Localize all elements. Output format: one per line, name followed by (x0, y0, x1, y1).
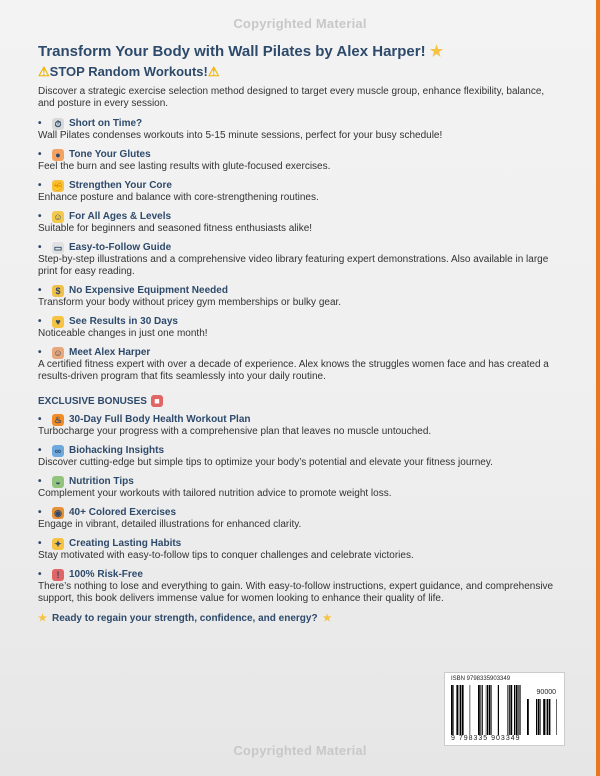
feature-description: Feel the burn and see lasting results with glute-focused exercises. (38, 161, 331, 172)
barcode-number: 9 798335 903349 (451, 735, 521, 742)
barcode-bar (507, 685, 508, 735)
barcode-bar (518, 685, 519, 735)
price-barcode-bars (527, 699, 557, 735)
warning-icon: ⚠ (207, 64, 220, 79)
bonus-item (38, 537, 560, 562)
barcode-bar (478, 685, 480, 735)
warning-icon: ⚠ (38, 64, 50, 79)
barcode-bar (480, 685, 481, 735)
feature-heading: • ☺ Meet Alex Harper (38, 347, 151, 358)
bullet-icon: • (38, 149, 42, 160)
barcode-bar (519, 685, 520, 735)
feature-item (38, 210, 560, 235)
bonus-heading: • ∞ Biohacking Insights (38, 445, 165, 456)
feature-description: Noticeable changes in just one month! (38, 328, 208, 339)
barcode-bar (538, 699, 540, 735)
feature-item (38, 241, 560, 278)
bullet-icon: • (38, 569, 42, 580)
salad-icon: ◒ (52, 476, 64, 488)
feature-description: A certified fitness expert with over a decade of experience. Alex knows the struggles women face and has created a results-driven program that fits seamlessly into your daily routine. (38, 359, 549, 382)
palette-icon: ◉ (52, 507, 64, 519)
feature-description: Step-by-step illustrations and a comprehensive video library featuring expert demonstrations. Also available in large print for easy reading. (38, 254, 549, 277)
bonus-heading: • ◒ Nutrition Tips (38, 476, 134, 487)
feature-item (38, 148, 560, 173)
feature-item (38, 346, 560, 383)
feature-heading: • ✊ Strengthen Your Core (38, 180, 172, 191)
bullet-icon: • (38, 347, 42, 358)
barcode-bar (556, 699, 557, 735)
star-icon: ★ (322, 613, 332, 624)
feature-heading: • ⏱ Short on Time? (38, 118, 143, 129)
gift-icon: ■ (151, 395, 163, 407)
fire-icon: ♨ (53, 414, 63, 425)
price-code: 90000 (536, 689, 556, 696)
stopwatch-icon: ⏱ (52, 118, 64, 130)
feature-heading: • ☺ For All Ages & Levels (38, 211, 172, 222)
bullet-icon: • (38, 507, 42, 518)
barcode-bar (459, 685, 460, 735)
peach-icon: ● (52, 149, 64, 161)
barcode-bar (489, 685, 491, 735)
feature-heading: • $ No Expensive Equipment Needed (38, 285, 228, 296)
feature-list (38, 117, 560, 383)
barcode-bar (536, 699, 537, 735)
bullet-icon: • (38, 211, 42, 222)
dna-icon: ∞ (52, 445, 64, 457)
barcode-bar (514, 685, 515, 735)
barcode-bar (486, 685, 487, 735)
barcode-bar (482, 685, 483, 735)
bullet-icon: • (38, 118, 42, 129)
hundred-icon: ! (52, 569, 64, 581)
barcode-bar (543, 699, 545, 735)
bullet-icon: • (38, 180, 42, 191)
feature-description: Suitable for beginners and seasoned fitness enthusiasts alike! (38, 223, 313, 234)
barcode-bar (456, 685, 458, 735)
feature-heading: • ▭ Easy-to-Follow Guide (38, 242, 172, 253)
isbn-label: ISBN 9798335903349 (451, 676, 511, 682)
bonus-description: Stay motivated with easy-to-follow tips to conquer challenges and celebrate victories. (38, 550, 414, 561)
feature-item (38, 179, 560, 204)
bullet-icon: • (38, 316, 42, 327)
bonus-description: Complement your workouts with tailored nutrition advice to promote weight loss. (38, 488, 392, 499)
cover-edge (596, 0, 600, 776)
barcode-bar (462, 685, 464, 735)
feature-description: Wall Pilates condenses workouts into 5-15 minute sessions, perfect for your busy schedule! (38, 130, 443, 141)
barcode-bar (491, 685, 492, 735)
star-icon: ★ (429, 43, 444, 60)
watermark-bottom: Copyrighted Material (233, 743, 367, 758)
bonuses-heading: EXCLUSIVE BONUSES ■ (38, 395, 560, 407)
feature-item (38, 284, 560, 309)
feature-description: Transform your body without pricey gym memberships or bulky gear. (38, 297, 342, 308)
bonus-description: Engage in vibrant, detailed illustrations for enhanced clarity. (38, 519, 302, 530)
book-title: Transform Your Body with Wall Pilates by Alex Harper! ★ (38, 43, 444, 60)
bonus-item (38, 475, 560, 500)
barcode-bar (451, 685, 453, 735)
barcode-bar (516, 685, 518, 735)
feature-heading: • ♥ See Results in 30 Days (38, 316, 178, 327)
bonus-list (38, 413, 560, 605)
bullet-icon: • (38, 414, 42, 425)
barcode-bar (509, 685, 510, 735)
money-bag-icon: $ (52, 285, 64, 297)
bonus-description: There’s nothing to lose and everything to gain. With easy-to-follow instructions, expert guidance, and comprehensive support, this book delivers immense value for women looking to enhance their quality of life. (38, 581, 554, 604)
barcode-bar (510, 685, 512, 735)
bonus-description: Turbocharge your progress with a comprehensive plan that leaves no muscle untouched. (38, 426, 432, 437)
watermark-top: Copyrighted Material (233, 16, 367, 31)
closing-line: ★ Ready to regain your strength, confidence, and energy? ★ (38, 613, 332, 624)
bonus-item (38, 568, 560, 605)
bonus-heading: • ◉ 40+ Colored Exercises (38, 507, 177, 518)
book-icon: ▭ (53, 242, 63, 253)
person-icon: ☺ (53, 211, 63, 222)
bonus-item (38, 506, 560, 531)
bonus-item (38, 444, 560, 469)
feature-heading: • ● Tone Your Glutes (38, 149, 151, 160)
barcode-bar (547, 699, 548, 735)
barcode-bar (487, 685, 488, 735)
barcode-bars (451, 685, 523, 735)
back-cover-content (38, 42, 560, 624)
bonus-description: Discover cutting-edge but simple tips to optimize your body’s potential and elevate your fitness journey. (38, 457, 493, 468)
barcode-bar (453, 685, 454, 735)
feature-item (38, 315, 560, 340)
barcode-bar (527, 699, 529, 735)
bullet-icon: • (38, 285, 42, 296)
bullet-icon: • (38, 476, 42, 487)
star-icon: ★ (38, 613, 47, 624)
coach-icon: ☺ (53, 347, 63, 358)
feature-description: Enhance posture and balance with core-strengthening routines. (38, 192, 319, 203)
stop-heading: ⚠STOP Random Workouts!⚠ (38, 64, 220, 79)
bonus-heading: • ♨ 30-Day Full Body Health Workout Plan (38, 414, 251, 425)
heart-eyes-icon: ♥ (52, 316, 64, 328)
feature-item (38, 117, 560, 142)
barcode-bar (470, 685, 471, 735)
bonus-item (38, 413, 560, 438)
bullet-icon: • (38, 242, 42, 253)
bonus-heading: • ! 100% Risk-Free (38, 569, 143, 580)
barcode-bar (540, 699, 541, 735)
barcode-bar (498, 685, 499, 735)
bonus-heading: • ✦ Creating Lasting Habits (38, 538, 182, 549)
bullet-icon: • (38, 445, 42, 456)
barcode-bar (549, 699, 551, 735)
isbn-barcode (444, 672, 565, 746)
intro-text: Discover a strategic exercise selection method designed to target every muscle group, enhance flexibility, balance, and posture in every session. (38, 86, 545, 109)
lightbulb-icon: ✦ (52, 538, 64, 550)
barcode-bar (460, 685, 461, 735)
bullet-icon: • (38, 538, 42, 549)
flexed-arm-icon: ✊ (52, 180, 64, 191)
barcode-bar (546, 699, 547, 735)
